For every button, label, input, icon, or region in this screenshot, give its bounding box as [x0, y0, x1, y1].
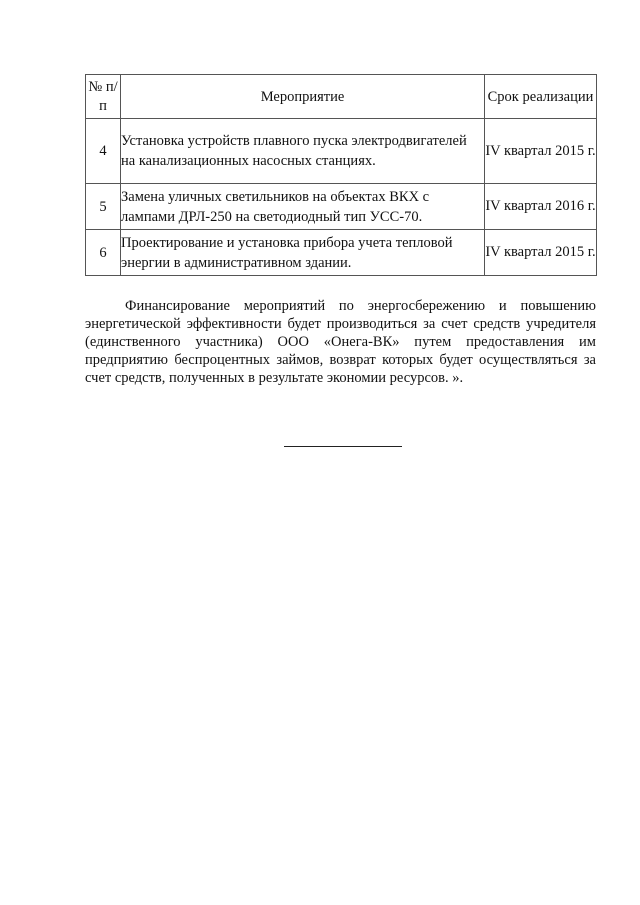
row-number: 4 — [86, 119, 121, 184]
table-row — [86, 119, 597, 184]
header-number: № п/п — [86, 75, 121, 119]
table-header-row — [86, 75, 597, 119]
row-number: 6 — [86, 230, 121, 276]
row-event: Установка устройств плавного пуска электродвигателей на канализационных насосных станциях. — [121, 119, 485, 184]
header-event: Мероприятие — [121, 75, 485, 119]
row-term: IV квартал 2015 г. — [485, 119, 597, 184]
row-term: IV квартал 2015 г. — [485, 230, 597, 276]
table-row — [86, 230, 597, 276]
measures-table — [85, 74, 597, 276]
financing-paragraph: Финансирование мероприятий по энергосбережению и повышению энергетической эффективности будет производиться за счет средств учредителя (единственного участника) ООО «Онега-ВК» путем предоставления им предприятию беспроцентных займов, возврат которых будет осуществляться за счет средств, полученных в результате экономии ресурсов. ». — [85, 298, 596, 386]
table-row — [86, 184, 597, 230]
row-event: Проектирование и установка прибора учета тепловой энергии в административном здании. — [121, 230, 485, 276]
header-term: Срок реализации — [485, 75, 597, 119]
row-event: Замена уличных светильников на объектах ВКХ с лампами ДРЛ-250 на светодиодный тип УСС-70. — [121, 184, 485, 230]
row-number: 5 — [86, 184, 121, 230]
row-term: IV квартал 2016 г. — [485, 184, 597, 230]
closing-separator-line — [284, 446, 402, 447]
